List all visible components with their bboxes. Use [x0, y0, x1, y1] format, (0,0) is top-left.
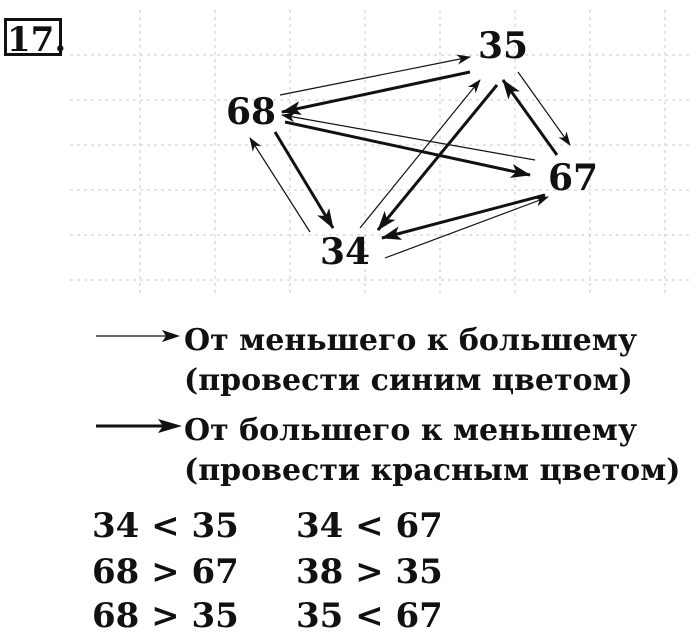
legend-thin-line1: От меньшего к большему [184, 323, 638, 358]
arrow-68-to-67 [285, 122, 530, 175]
comparison-4: 38 > 35 [296, 552, 443, 592]
node-68: 68 [226, 91, 277, 133]
comparison-5: 68 > 35 [92, 596, 239, 636]
arrow-68-to-35 [280, 57, 470, 95]
node-67: 67 [548, 157, 599, 199]
comparison-2: 34 < 67 [296, 506, 443, 546]
thin-arrow-icon [96, 328, 182, 344]
arrow-67-to-68 [282, 115, 535, 160]
problem-number: 17. [4, 18, 62, 56]
node-34: 34 [320, 231, 371, 273]
bold-arrow-icon [96, 418, 182, 434]
legend-bold-line1: От большего к меньшему [184, 413, 638, 448]
arrow-35-to-68 [282, 72, 470, 112]
arrow-67-to-34 [382, 195, 545, 238]
node-35: 35 [478, 25, 529, 67]
comparison-6: 35 < 67 [296, 596, 443, 636]
legend-thin-line2: (провести синим цветом) [184, 363, 633, 398]
arrow-34-to-67 [385, 197, 548, 258]
arrow-35-to-34 [378, 85, 497, 230]
comparison-3: 68 > 67 [92, 552, 239, 592]
arrow-35-to-67 [518, 72, 570, 145]
graph-paper-grid [70, 10, 690, 295]
legend-bold-line2: (провести красным цветом) [184, 453, 681, 488]
arrow-34-to-68 [250, 138, 310, 232]
arrow-68-to-34 [275, 132, 333, 228]
arrow-34-to-35 [360, 80, 480, 228]
arrow-67-to-35 [503, 80, 557, 155]
comparison-1: 34 < 35 [92, 506, 239, 546]
